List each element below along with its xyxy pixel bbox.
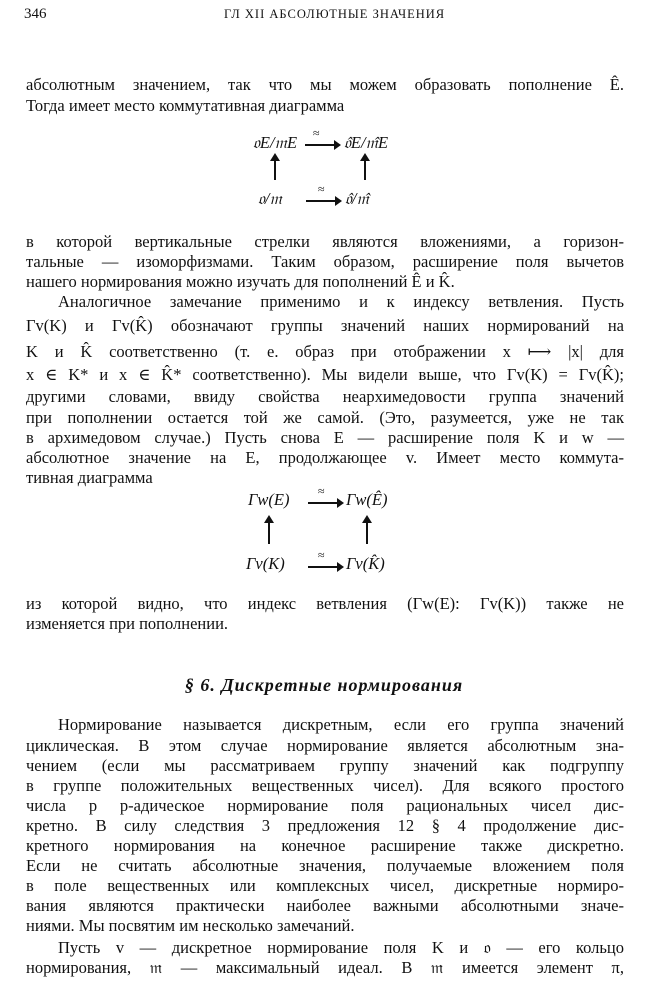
section-title: § 6. Дискретные нормирования [184, 675, 464, 695]
diagram-node: Γw(Ê) [346, 490, 388, 509]
text-line: ниями. Мы посвятим им несколько замечаний. [26, 916, 355, 935]
vertical-arrow [366, 522, 368, 544]
text-line: тальные — изоморфизмами. Таким образом, расширение поля вычетов [26, 252, 624, 271]
text-line: другими словами, ввиду свойства неархимедовости группа значений [26, 387, 624, 406]
horizontal-arrow [308, 566, 338, 568]
diagram-node: 𝔬E/𝔪E [253, 133, 298, 152]
text-line: при пополнении остается той же самой. (Это, разумеется, уже не так [26, 408, 624, 427]
vertical-arrow [274, 160, 276, 180]
isomorphism-label: ≈ [318, 484, 325, 498]
text-line: в которой вертикальные стрелки являются вложениями, а горизон- [26, 232, 624, 251]
text-line: Тогда имеет место коммутативная диаграмма [26, 96, 345, 115]
text-line: Если не считать абсолютные значения, получаемые вложением поля [26, 856, 624, 875]
text-line: циклическая. В этом случае нормирование является абсолютным зна- [26, 736, 624, 755]
horizontal-arrow [305, 144, 335, 146]
text-line: нашего нормирования можно изучать для пополнений Ê и K̂. [26, 272, 455, 291]
vertical-arrow [268, 522, 270, 544]
horizontal-arrow [308, 502, 338, 504]
diagram-node: Γv(K) [246, 554, 285, 573]
text-line: кретного нормирования на конечное расширение также дискретно. [26, 836, 624, 855]
diagram-node: Γw(E) [248, 490, 290, 509]
text-line: вания являются практически наиболее важными абсолютными значе- [26, 896, 624, 915]
text-line: числа p p-адическое нормирование поля рациональных чисел дис- [26, 796, 624, 815]
isomorphism-label: ≈ [313, 126, 320, 140]
diagram-node: 𝔬̂/𝔪̂ [345, 189, 369, 208]
text-line: из которой видно, что индекс ветвления (Γw(E): Γv(K)) также не [26, 594, 624, 613]
isomorphism-label: ≈ [318, 548, 325, 562]
text-line: абсолютное значение на E, продолжающее v. Имеет место коммута- [26, 448, 624, 467]
text-line: x ∈ K* и x ∈ K̂* соответственно). Мы видели выше, что Γv(K) = Γv(K̂); [26, 365, 624, 384]
text-line: Пусть v — дискретное нормирование поля K и 𝔬 — его кольцо [58, 938, 624, 957]
horizontal-arrow [306, 200, 336, 202]
isomorphism-label: ≈ [318, 182, 325, 196]
text-line: в поле вещественных или комплексных чисел, дискретные нормиро- [26, 876, 624, 895]
diagram-node: 𝔬̂E/𝔪̂E [344, 133, 389, 152]
text-line: нормирования, 𝔪 — максимальный идеал. В 𝔪 имеется элемент π, [26, 958, 624, 977]
diagram-node: Γv(K̂) [346, 554, 385, 573]
diagram-node: 𝔬/𝔪 [258, 189, 282, 208]
text-line: тивная диаграмма [26, 468, 153, 487]
page-number: 346 [24, 6, 47, 22]
text-line: Нормирование называется дискретным, если его группа значений [58, 715, 624, 734]
page-header [24, 6, 628, 26]
text-line: абсолютным значением, так что мы можем образовать пополнение Ê. [26, 75, 624, 94]
running-head: ГЛ XII АБСОЛЮТНЫЕ ЗНАЧЕНИЯ [224, 7, 446, 21]
text-line: K и K̂ соответственно (т. е. образ при отображении x ⟼ |x| для [26, 342, 624, 361]
text-line: кретно. В силу следствия 3 предложения 12 § 4 продолжение дис- [26, 816, 624, 835]
text-line: Γv(K) и Γv(K̂) обозначают группы значений наших нормирований на [26, 316, 624, 335]
text-line: в архимедовом случае.) Пусть снова E — расширение поля K и w — [26, 428, 624, 447]
text-line: Аналогичное замечание применимо и к индексу ветвления. Пусть [58, 292, 624, 311]
text-line: изменяется при пополнении. [26, 614, 229, 633]
vertical-arrow [364, 160, 366, 180]
text-line: чением (если мы рассматриваем группу значений как подгруппу [26, 756, 624, 775]
text-line: в группе положительных вещественных чисел). Для всякого простого [26, 776, 624, 795]
